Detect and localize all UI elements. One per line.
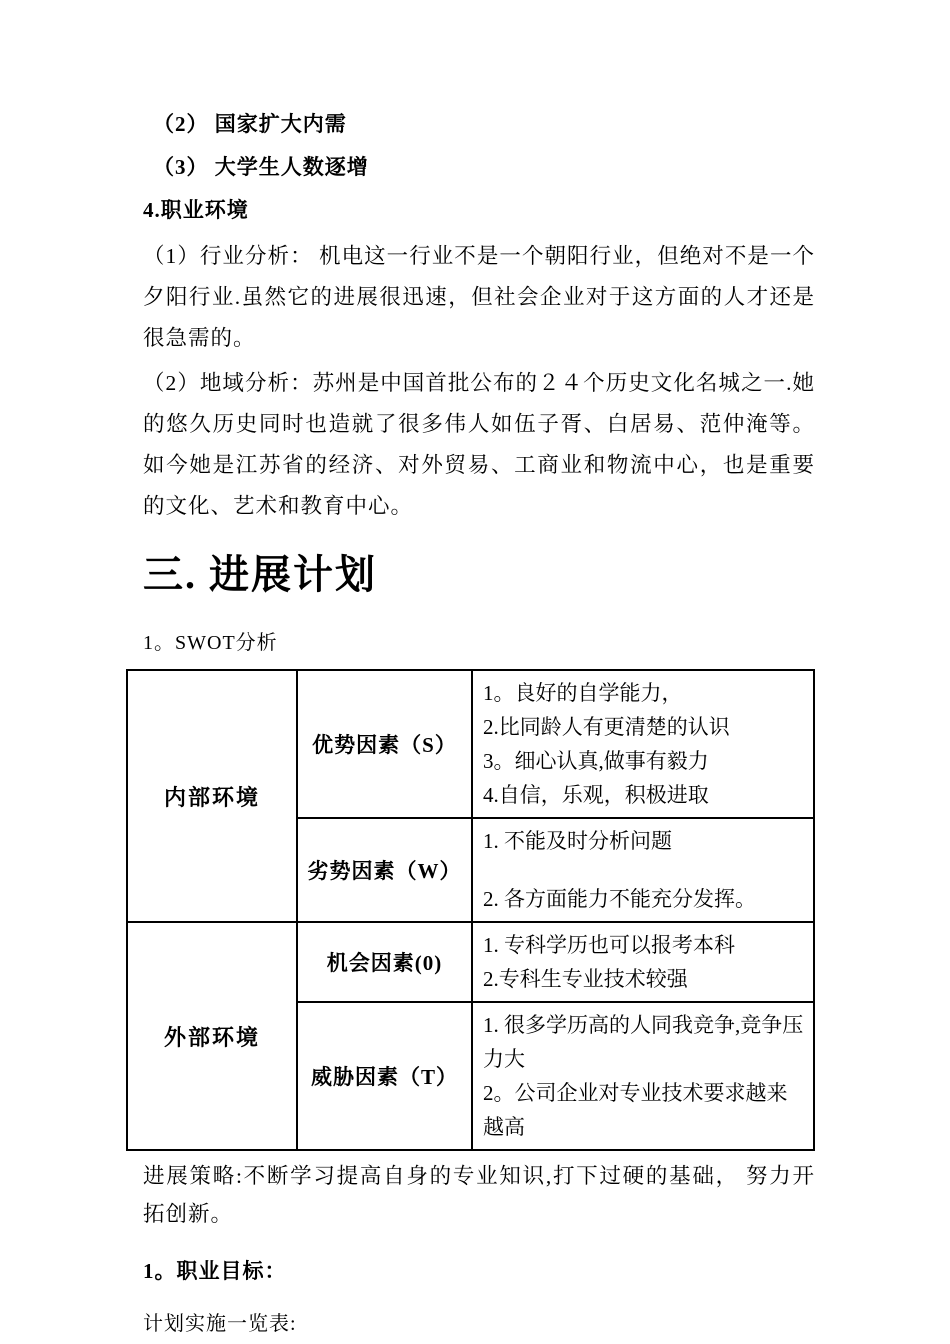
strengths-factor-label: 优势因素（S）	[312, 733, 457, 757]
threat-item: 1. 很多学历高的人同我竞争,竞争压力大	[483, 1013, 804, 1071]
paragraph-region-analysis: （2）地域分析：苏州是中国首批公布的２４个历史文化名城之一.她的悠久历史同时也造就了很多伟人如伍子胥、白居易、范仲淹等。如今她是江苏省的经济、对外贸易、工商业和物流中心，也是重要的文化、艺术和教育中心。	[143, 371, 815, 518]
threats-items-cell	[472, 1002, 814, 1150]
strength-item: 3。细心认真,做事有毅力	[483, 749, 709, 773]
swot-analysis-label: 1。SWOT分析	[143, 632, 278, 654]
list-item-domestic-demand: （2） 国家扩大内需	[153, 112, 347, 136]
paragraph-industry-analysis: （1）行业分析： 机电这一行业不是一个朝阳行业，但绝对不是一个夕阳行业.虽然它的进展很迅速，但社会企业对于这方面的人才还是很急需的。	[143, 244, 815, 350]
weaknesses-factor-cell	[297, 818, 472, 922]
strength-item: 1。良好的自学能力，	[483, 681, 683, 705]
strength-item: 2.比同龄人有更清楚的认识	[483, 715, 730, 739]
threat-item: 2。公司企业对专业技术要求越来越高	[483, 1081, 788, 1139]
list-item-student-numbers: （3） 大学生人数逐增	[153, 155, 369, 179]
table-row-opportunities	[127, 922, 814, 1002]
weakness-item: 1. 不能及时分析问题	[483, 829, 672, 853]
opportunity-item: 2.专科生专业技术较强	[483, 967, 688, 991]
opportunities-factor-label: 机会因素(0)	[326, 951, 443, 975]
heading-development-plan: 三. 进展计划	[143, 552, 377, 597]
threats-factor-label: 威胁因素（T）	[310, 1065, 458, 1089]
opportunities-items-cell	[472, 922, 814, 1002]
weakness-item: 2. 各方面能力不能充分发挥。	[483, 887, 756, 911]
weaknesses-items-cell	[472, 818, 814, 922]
strengths-factor-cell	[297, 670, 472, 818]
threats-factor-cell	[297, 1002, 472, 1150]
internal-environment-cell	[127, 670, 297, 922]
external-environment-cell	[127, 922, 297, 1150]
plan-implementation-label: 计划实施一览表:	[143, 1313, 297, 1335]
section-title-career-environment: 4.职业环境	[143, 198, 249, 222]
swot-table	[126, 669, 815, 1151]
strength-item: 4.自信，乐观，积极进取	[483, 783, 709, 807]
table-row-strengths	[127, 670, 814, 818]
strengths-items-cell	[472, 670, 814, 818]
career-goal-title: 1。职业目标：	[143, 1259, 287, 1283]
development-strategy-text: 进展策略:不断学习提高自身的专业知识,打下过硬的基础， 努力开拓创新。	[143, 1164, 815, 1226]
opportunities-factor-cell	[297, 922, 472, 1002]
opportunity-item: 1. 专科学历也可以报考本科	[483, 933, 735, 957]
external-environment-label: 外部环境	[163, 1024, 260, 1050]
internal-environment-label: 内部环境	[163, 784, 260, 810]
weaknesses-factor-label: 劣势因素（W）	[307, 859, 462, 883]
